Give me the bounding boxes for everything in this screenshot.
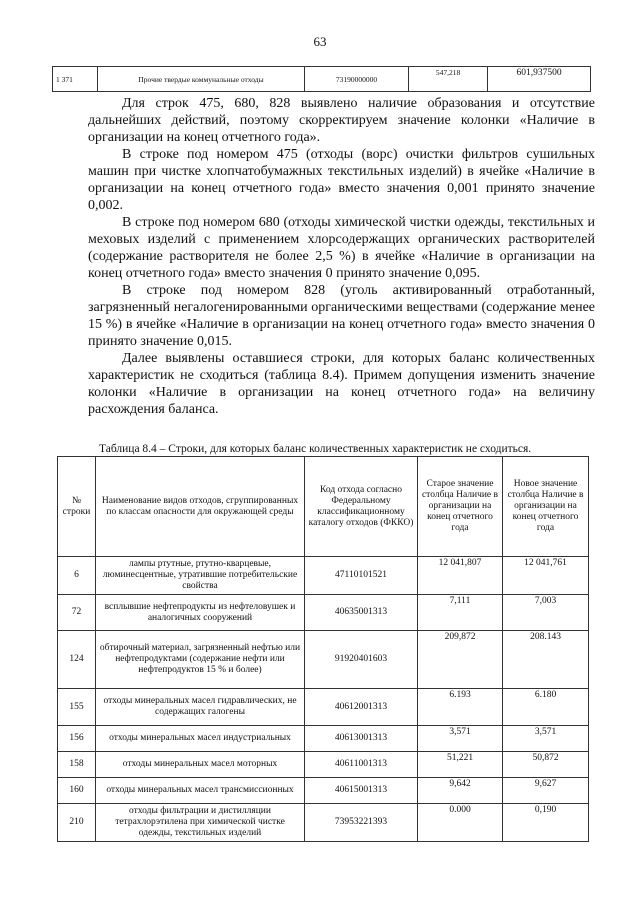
waste-name: лампы ртутные, ртутно-кварцевые, люминесцентные, утратившие потребительские свойства [96, 557, 305, 595]
old-value: 6.193 [418, 689, 503, 726]
header-waste-name: Наименование видов отходов, сгруппированных по классам опасности для окружающей среды [96, 457, 305, 557]
table-row [58, 804, 589, 842]
old-value: 3,571 [418, 726, 503, 752]
waste-name: отходы фильтрации и дистилляции тетрахлорэтилена при химической чистке одежды, текстильных изделий [96, 804, 305, 842]
old-value: 51,221 [418, 752, 503, 778]
waste-name: отходы минеральных масел гидравлических, не содержащих галогены [96, 689, 305, 726]
row-number: 156 [58, 726, 96, 752]
table-row [58, 752, 589, 778]
row-number: 155 [58, 689, 96, 726]
row-number: 158 [58, 752, 96, 778]
fkko-code: 73953221393 [305, 804, 418, 842]
table-row [58, 595, 589, 631]
fkko-code: 40615001313 [305, 778, 418, 804]
new-value: 7,003 [503, 595, 589, 631]
fkko-code: 40612001313 [305, 689, 418, 726]
fkko-code: 91920401603 [305, 631, 418, 689]
paragraph: В строке под номером 828 (уголь активированный отработанный, загрязненный негалогенированными органическими веществами (содержание менее 15 %) в ячейке «Наличие в организации на конец отчетного года» вместо значения 0 принято значение 0,015. [88, 283, 595, 349]
new-value: 3,571 [503, 726, 589, 752]
row-number: 160 [58, 778, 96, 804]
old-value: 209,872 [418, 631, 503, 689]
new-value: 6.180 [503, 689, 589, 726]
paragraph: Далее выявлены оставшиеся строки, для которых баланс количественных характеристик не сходиться (таблица 8.4). Примем допущения изменить значение колонки «Наличие в организации на конец отчетного года» на величину расхождения баланса. [88, 351, 595, 417]
row-number: 6 [58, 557, 96, 595]
previous-table-fragment [52, 66, 591, 92]
old-value: 7,111 [418, 595, 503, 631]
waste-name: Прочие твердые коммунальные отходы [98, 67, 305, 92]
waste-name: обтирочный материал, загрязненный нефтью или нефтепродуктами (содержание нефти или нефтепродуктов 15 % и более) [96, 631, 305, 689]
header-old-value: Старое значение столбца Наличие в организации на конец отчетного года [418, 457, 503, 557]
new-value: 0,190 [503, 804, 589, 842]
waste-name: отходы минеральных масел моторных [96, 752, 305, 778]
table-row [53, 67, 591, 92]
paragraph: В строке под номером 475 (отходы (ворс) очистки фильтров сушильных машин при чистке хлопчатобумажных текстильных изделий) в ячейке «Наличие в организации на конец отчетного года» вместо значения 0,001 принято значение 0,002. [88, 147, 595, 213]
row-number: 124 [58, 631, 96, 689]
waste-name: всплывшие нефтепродукты из нефтеловушек и аналогичных сооружений [96, 595, 305, 631]
table-caption: Таблица 8.4 – Строки, для которых баланс количественных характеристик не сходиться. [99, 443, 532, 455]
paragraph: Для строк 475, 680, 828 выявлено наличие образования и отсутствие дальнейших действий, поэтому скорректируем значение колонки «Наличие в организации на конец отчетного года». [88, 96, 595, 145]
table-8-4 [57, 456, 589, 842]
old-value: 547,218 [409, 67, 488, 92]
old-value: 12 041,807 [418, 557, 503, 595]
new-value: 601,937500 [488, 67, 591, 92]
fkko-code: 47110101521 [305, 557, 418, 595]
new-value: 9,627 [503, 778, 589, 804]
new-value: 12 041,761 [503, 557, 589, 595]
waste-name: отходы минеральных масел трансмиссионных [96, 778, 305, 804]
body-text [88, 95, 595, 418]
table-row [58, 557, 589, 595]
table-row [58, 778, 589, 804]
table-row [58, 726, 589, 752]
table-row [58, 689, 589, 726]
table-row [58, 631, 589, 689]
header-row-number: № строки [58, 457, 96, 557]
row-number: 1 371 [53, 67, 98, 92]
old-value: 9,642 [418, 778, 503, 804]
fkko-code: 40635001313 [305, 595, 418, 631]
page-number: 63 [313, 34, 327, 49]
fkko-code: 40613001313 [305, 726, 418, 752]
header-fkko-code: Код отхода согласно Федеральному классификационному каталогу отходов (ФККО) [305, 457, 418, 557]
row-number: 72 [58, 595, 96, 631]
fkko-code: 73190000000 [305, 67, 409, 92]
row-number: 210 [58, 804, 96, 842]
new-value: 208.143 [503, 631, 589, 689]
header-new-value: Новое значение столбца Наличие в организации на конец отчетного года [503, 457, 589, 557]
table-header-row [58, 457, 589, 557]
waste-name: отходы минеральных масел индустриальных [96, 726, 305, 752]
fkko-code: 40611001313 [305, 752, 418, 778]
new-value: 50,872 [503, 752, 589, 778]
old-value: 0.000 [418, 804, 503, 842]
paragraph: В строке под номером 680 (отходы химической чистки одежды, текстильных и меховых изделий с применением хлорсодержащих органических растворителей (содержание растворителя не более 2,5 %) в ячейке «Наличие в организации на конец отчетного года» вместо значения 0 принято значение 0,095. [88, 215, 595, 281]
